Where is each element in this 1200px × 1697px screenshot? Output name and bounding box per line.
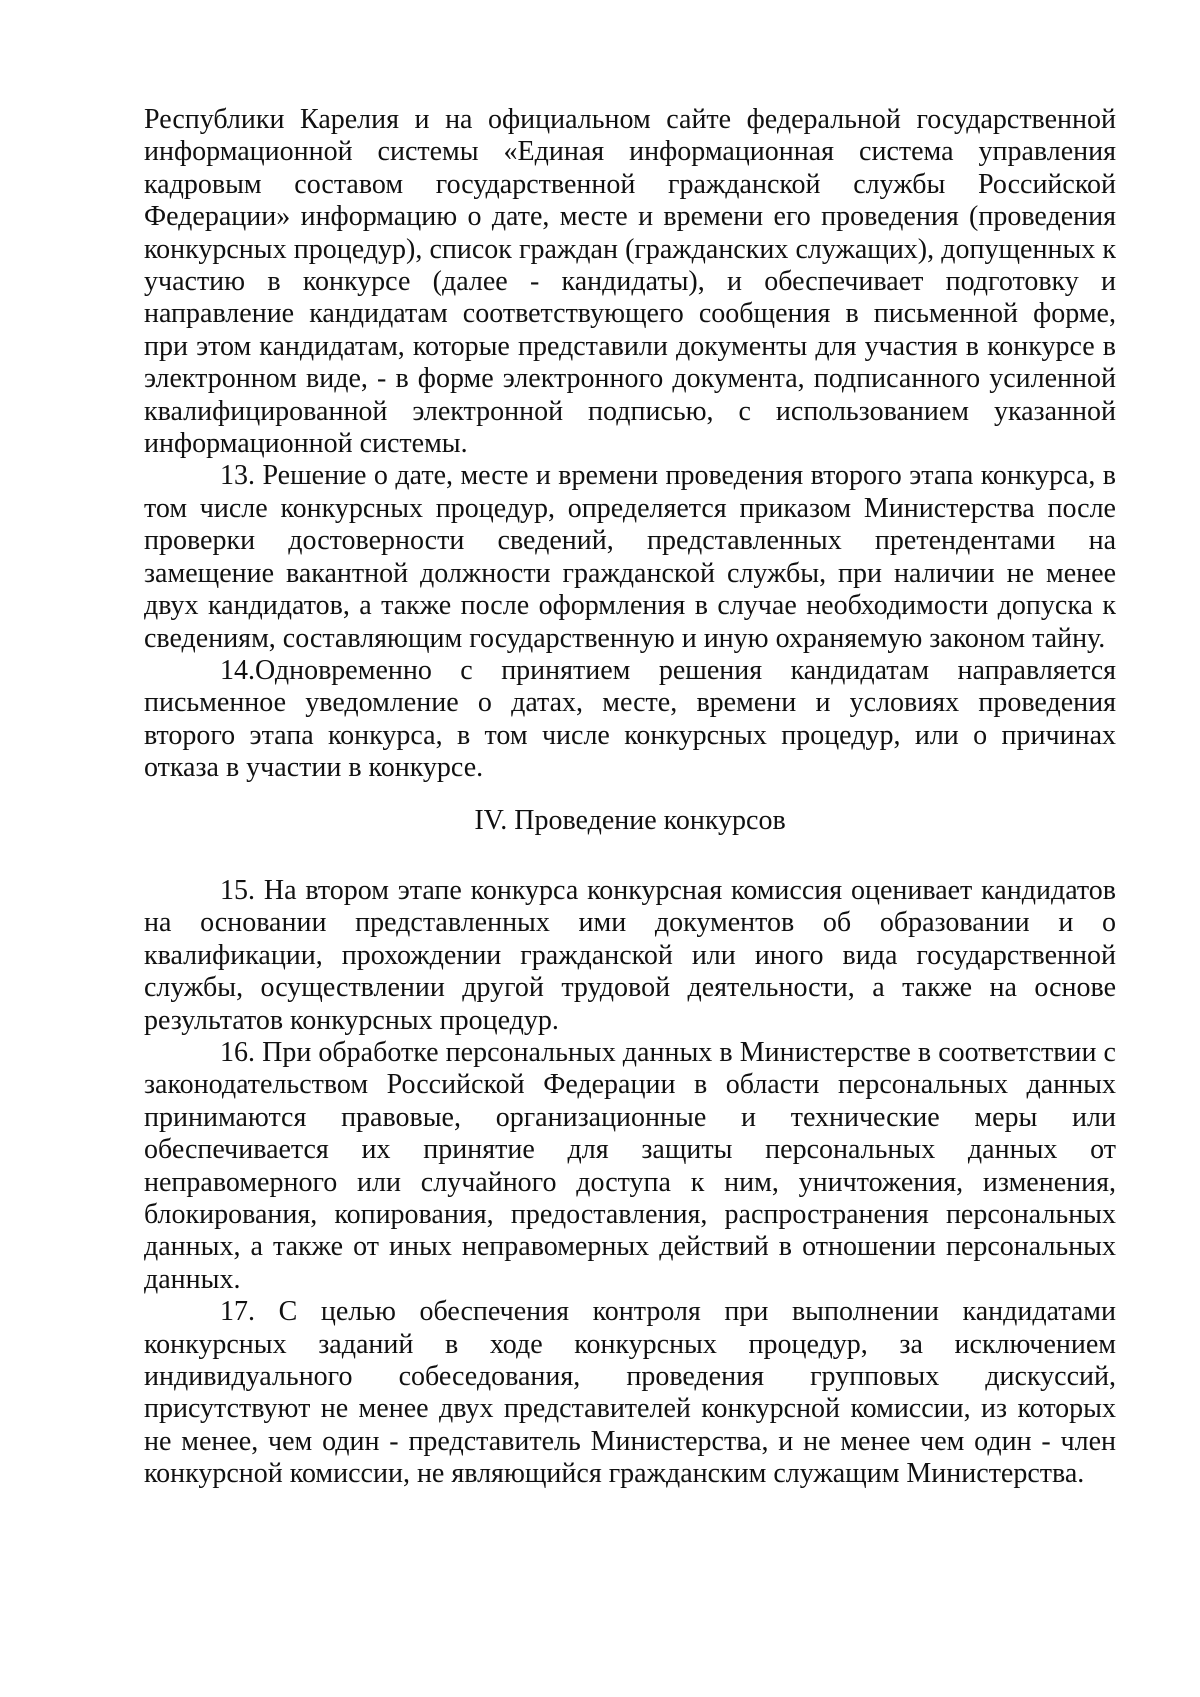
- document-page: [144, 104, 1116, 1491]
- paragraph-15: 15. На втором этапе конкурса конкурсная комиссия оценивает кандидатов на основании представленных ими документов об образовании и о квалификации, прохождении гражданской или иного вида государственной службы, осуществлении другой трудовой деятельности, а также на основе результатов конкурсных процедур.: [144, 874, 1116, 1036]
- paragraph-17: 17. С целью обеспечения контроля при выполнении кандидатами конкурсных заданий в ходе конкурсных процедур, за исключением индивидуального собеседования, проведения групповых дискуссий, присутствуют не менее двух представителей конкурсной комиссии, из которых не менее, чем один - представитель Министерства, и не менее чем один - член конкурсной комиссии, не являющийся гражданским служащим Министерства.: [144, 1296, 1116, 1490]
- section-heading: IV. Проведение конкурсов: [474, 804, 786, 836]
- paragraph-continuation: Республики Карелия и на официальном сайте федеральной государственной информационной системы «Единая информационная система управления кадровым составом государственной гражданской службы Российской Федерации» информацию о дате, месте и времени его проведения (проведения конкурсных процедур), список граждан (гражданских служащих), допущенных к участию в конкурсе (далее - кандидаты), и обеспечивает подготовку и направление кандидатам соответствующего сообщения в письменной форме, при этом кандидатам, которые представили документы для участия в конкурсе в электронном виде, - в форме электронного документа, подписанного усиленной квалифицированной электронной подписью, с использованием указанной информационной системы.: [144, 104, 1116, 460]
- paragraph-16: 16. При обработке персональных данных в Министерстве в соответствии с законодательством Российской Федерации в области персональных данных принимаются правовые, организационные и технические меры или обеспечивается их принятие для защиты персональных данных от неправомерного или случайного доступа к ним, уничтожения, изменения, блокирования, копирования, предоставления, распространения персональных данных, а также от иных неправомерных действий в отношении персональных данных.: [144, 1036, 1116, 1295]
- paragraph-14: 14.Одновременно с принятием решения кандидатам направляется письменное уведомление о датах, месте, времени и условиях проведения второго этапа конкурса, в том числе конкурсных процедур, или о причинах отказа в участии в конкурсе.: [144, 654, 1116, 784]
- paragraph-13: 13. Решение о дате, месте и времени проведения второго этапа конкурса, в том числе конкурсных процедур, определяется приказом Министерства после проверки достоверности сведений, представленных претендентами на замещение вакантной должности гражданской службы, при наличии не менее двух кандидатов, а также после оформления в случае необходимости допуска к сведениям, составляющим государственную и иную охраняемую законом тайну.: [144, 460, 1116, 654]
